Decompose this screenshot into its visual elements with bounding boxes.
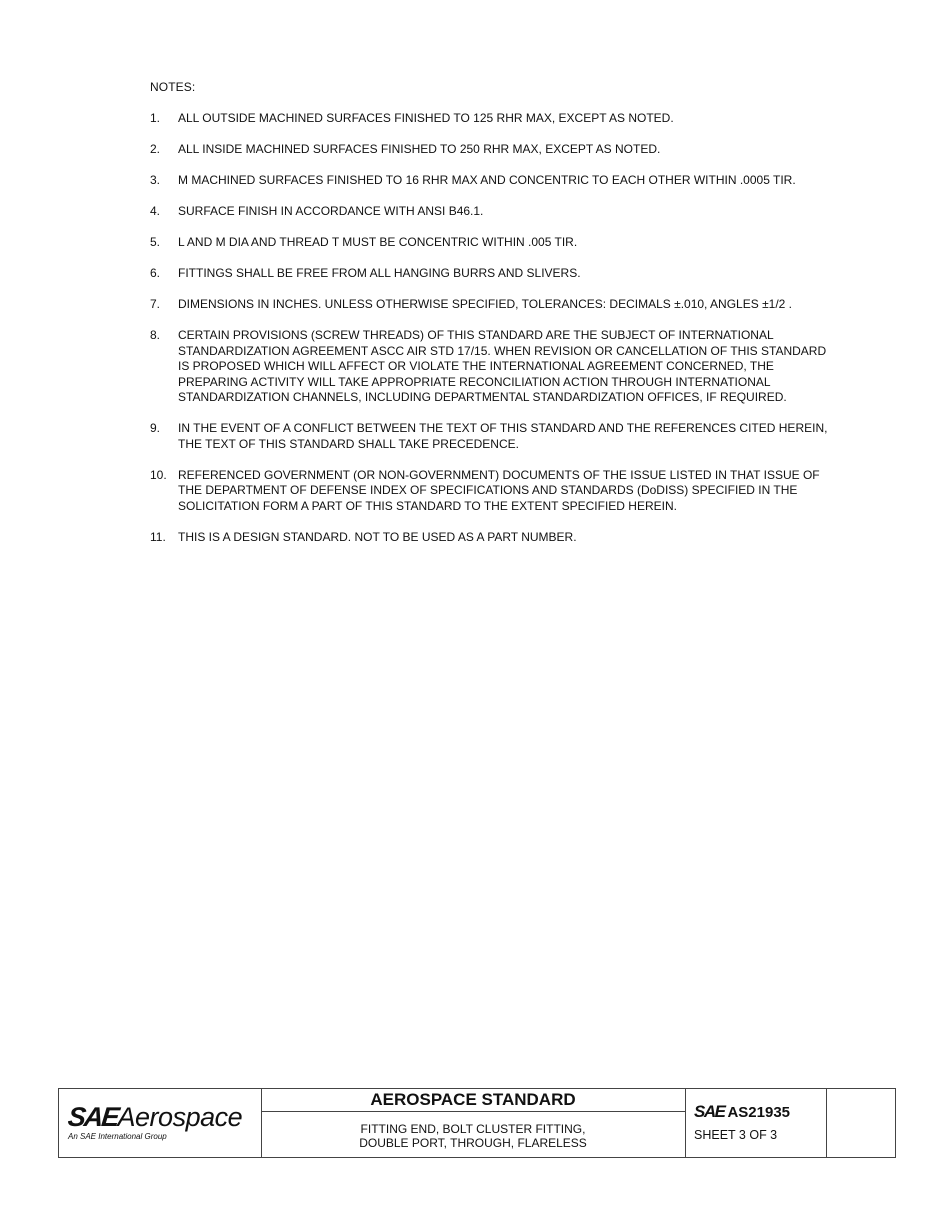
document-title-line2: DOUBLE PORT, THROUGH, FLARELESS <box>359 1136 587 1150</box>
note-number: 8. <box>150 328 161 342</box>
note-number: 11. <box>150 529 166 544</box>
note-text: CERTAIN PROVISIONS (SCREW THREADS) OF THIS STANDARD ARE THE SUBJECT OF INTERNATIONAL STANDARDIZATION AGREEMENT ASCC AIR STD 17/15. WHEN REVISION OR CANCELLATION OF THIS STANDARD IS PROPOSED WHICH WILL AFFECT OR VIOLATE THE INTERNATIONAL AGREEMENT CONCERNED, THE PREPARING ACTIVITY WILL TAKE APPROPRIATE RECONCILIATION ACTION THROUGH INTERNATIONAL STANDARDIZATION CHANNELS, INCLUDING DEPARTMENTAL STANDARDIZATION OFFICES, IF REQUIRED. <box>178 328 827 404</box>
note-item <box>150 204 840 220</box>
logo-cell <box>59 1089 262 1157</box>
note-number: 7. <box>150 297 161 311</box>
document-title-line1: FITTING END, BOLT CLUSTER FITTING, <box>360 1122 586 1136</box>
note-text: IN THE EVENT OF A CONFLICT BETWEEN THE TEXT OF THIS STANDARD AND THE REFERENCES CITED HEREIN, THE TEXT OF THIS STANDARD SHALL TAKE PRECEDENCE. <box>178 421 828 451</box>
notes-list <box>150 111 840 561</box>
standard-header: AEROSPACE STANDARD <box>261 1089 685 1112</box>
sae-small-logo: SAE <box>694 1102 725 1121</box>
sae-aerospace-logo <box>68 1102 242 1133</box>
note-item <box>150 297 840 313</box>
note-text: REFERENCED GOVERNMENT (OR NON-GOVERNMENT) DOCUMENTS OF THE ISSUE LISTED IN THAT ISSUE OF THE DEPARTMENT OF DEFENSE INDEX OF SPECIFICATIONS AND STANDARDS (DoDISS) SPECIFIED IN THE SOLICITATION FORM A PART OF THIS STANDARD TO THE EXTENT SPECIFIED HEREIN. <box>178 467 820 513</box>
note-text: L AND M DIA AND THREAD T MUST BE CONCENTRIC WITHIN .005 TIR. <box>178 235 578 249</box>
note-item <box>150 142 840 158</box>
note-item <box>150 266 840 282</box>
note-text: THIS IS A DESIGN STANDARD. NOT TO BE USED AS A PART NUMBER. <box>178 529 577 544</box>
note-number: 5. <box>150 235 161 249</box>
note-number: 3. <box>150 173 161 187</box>
note-text: DIMENSIONS IN INCHES. UNLESS OTHERWISE SPECIFIED, TOLERANCES: DECIMALS ±.010, ANGLES ±1/2 . <box>178 297 793 311</box>
note-number: 9. <box>150 421 161 435</box>
note-item <box>150 173 840 189</box>
note-item <box>150 328 840 406</box>
note-number: 2. <box>150 142 161 156</box>
note-number: 10. <box>150 467 167 482</box>
note-text: ALL OUTSIDE MACHINED SURFACES FINISHED TO 125 RHR MAX, EXCEPT AS NOTED. <box>178 111 674 125</box>
title-block <box>58 1088 896 1158</box>
note-text: M MACHINED SURFACES FINISHED TO 16 RHR MAX AND CONCENTRIC TO EACH OTHER WITHIN .0005 TIR. <box>178 173 796 187</box>
note-item <box>150 421 840 452</box>
note-number: 6. <box>150 266 161 280</box>
note-number: 4. <box>150 204 161 218</box>
note-item <box>150 530 840 546</box>
blank-cell <box>826 1089 895 1157</box>
note-text: SURFACE FINISH IN ACCORDANCE WITH ANSI B46.1. <box>178 204 484 218</box>
note-item <box>150 235 840 251</box>
logo-sae-mark: SAE <box>66 1102 120 1132</box>
note-item <box>150 111 840 127</box>
note-text: FITTINGS SHALL BE FREE FROM ALL HANGING BURRS AND SLIVERS. <box>178 266 581 280</box>
sheet-number: SHEET 3 OF 3 <box>694 1128 778 1142</box>
logo-aerospace-text: Aerospace <box>117 1102 243 1132</box>
document-number-cell <box>685 1089 827 1157</box>
note-text: ALL INSIDE MACHINED SURFACES FINISHED TO 250 RHR MAX, EXCEPT AS NOTED. <box>178 142 661 156</box>
document-number: AS21935 <box>727 1103 791 1121</box>
notes-heading: NOTES: <box>150 80 196 94</box>
logo-tagline: An SAE International Group <box>68 1132 167 1141</box>
note-number: 1. <box>150 111 161 125</box>
document-title <box>261 1112 685 1150</box>
document-number-row <box>694 1102 790 1122</box>
note-item <box>150 468 840 515</box>
title-cell <box>261 1089 686 1157</box>
